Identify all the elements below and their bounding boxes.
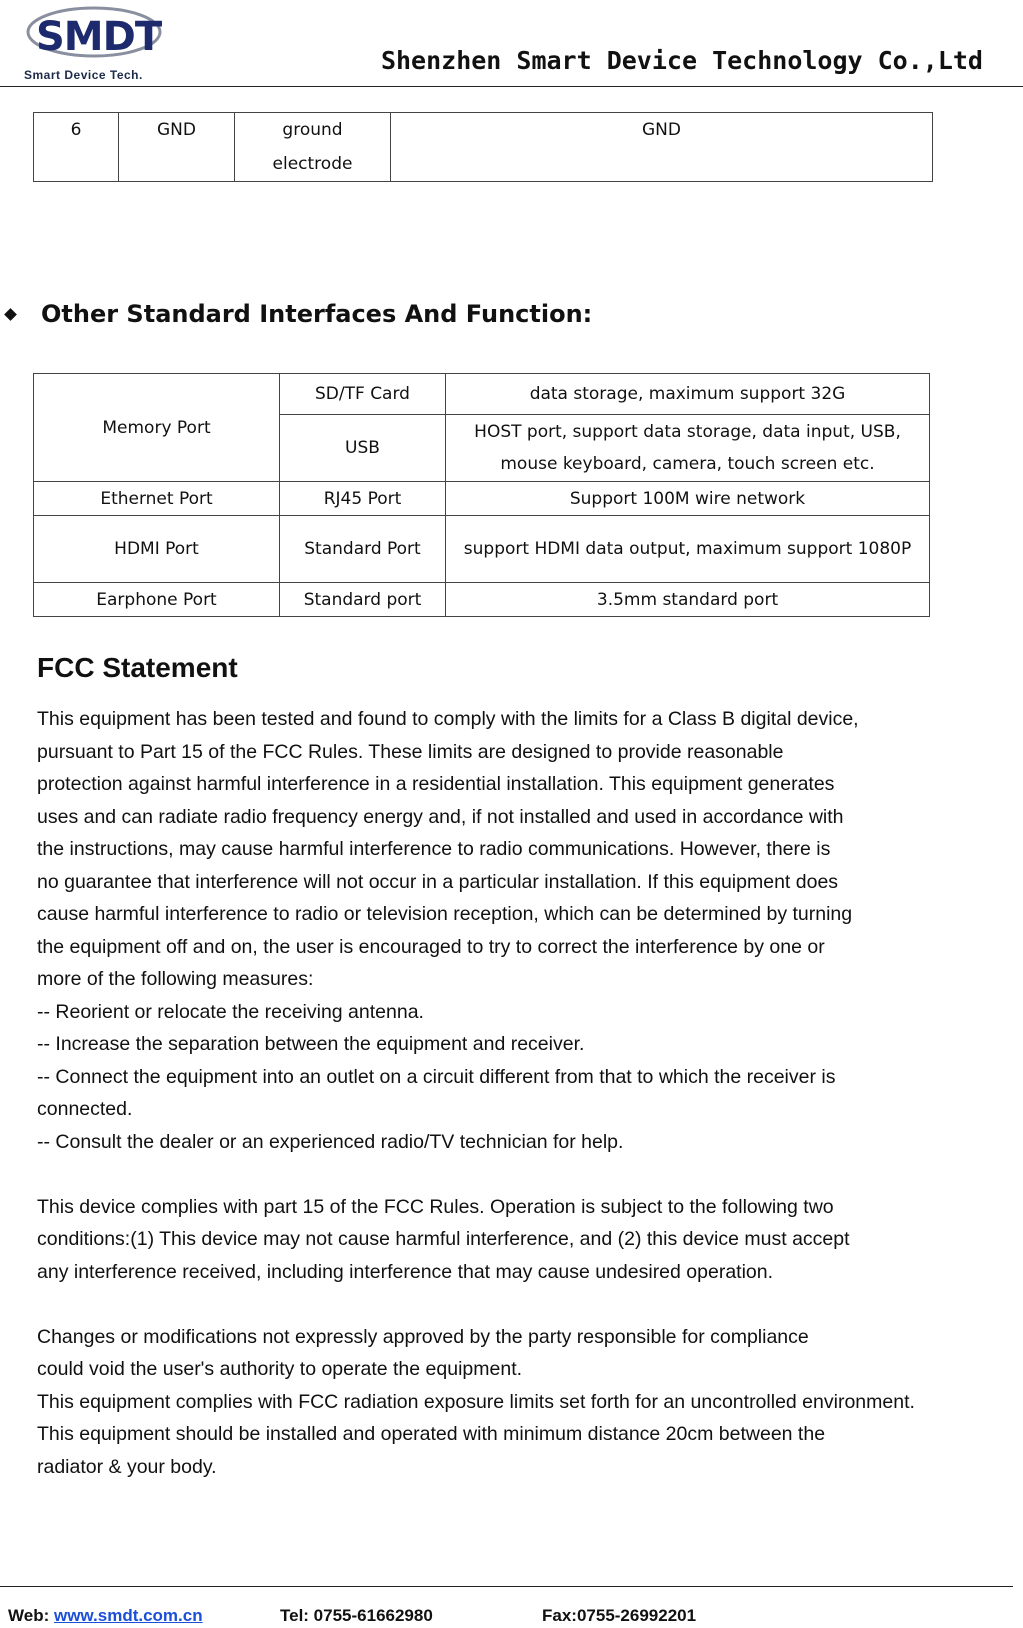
fcc-line: -- Reorient or relocate the receiving antenna. [37,1000,424,1023]
pin-description-cell: ground electrode [235,113,391,182]
earphone-port-cell: Earphone Port [34,583,280,617]
fcc-line: This equipment should be installed and operated with minimum distance 20cm between the [37,1423,826,1445]
fcc-line: no guarantee that interference will not occur in a particular installation. If this equipment does [37,870,839,893]
earphone-desc-cell: 3.5mm standard port [446,583,930,617]
footer-divider [0,1586,1013,1587]
footer-fax: Fax:0755-26992201 [542,1606,697,1625]
fcc-line: -- Increase the separation between the equipment and receiver. [37,1033,585,1055]
interfaces-table [33,373,930,617]
logo-graphic [22,2,172,68]
fcc-line: This equipment complies with FCC radiation exposure limits set forth for an uncontrolled environment. [37,1390,915,1413]
fcc-line: cause harmful interference to radio or television reception, which can be determined by turning [37,903,853,925]
logo-wordmark: SMDT [36,14,162,60]
header-divider [0,86,1023,87]
diamond-bullet-icon [4,308,17,321]
memory-port-cell: Memory Port [34,374,280,482]
fcc-line: any interference received, including interference that may cause undesired operation. [37,1260,774,1283]
hdmi-port-cell: HDMI Port [34,516,280,583]
footer-web-label: Web: [8,1606,50,1625]
fcc-body [37,703,1012,1483]
fcc-line: Changes or modifications not expressly approved by the party responsible for compliance [37,1325,809,1348]
fcc-line: the equipment off and on, the user is encouraged to try to correct the interference by one or [37,935,825,958]
fcc-line: protection against harmful interference in a residential installation. This equipment generates [37,773,835,795]
paragraph-break [37,1158,1012,1191]
table-row [34,113,933,182]
company-name: Shenzhen Smart Device Technology Co.,Ltd [380,46,983,75]
fcc-title: FCC Statement [37,652,238,683]
pin-table [33,112,933,182]
earphone-type-cell: Standard port [280,583,446,617]
fcc-line: pursuant to Part 15 of the FCC Rules. These limits are designed to provide reasonable [37,740,784,763]
company-logo [22,2,172,84]
pin-number-cell: 6 [34,113,119,182]
table-row [34,516,930,583]
fcc-line: more of the following measures: [37,968,314,990]
sd-card-cell: SD/TF Card [280,374,446,415]
fcc-line: -- Consult the dealer or an experienced radio/TV technician for help. [37,1130,624,1153]
fcc-line: connected. [37,1098,133,1120]
fcc-line: could void the user's authority to operate the equipment. [37,1358,523,1380]
hdmi-desc-cell: support HDMI data output, maximum support 1080P [446,516,930,583]
paragraph-break [37,1288,1012,1321]
usb-desc-cell: HOST port, support data storage, data input, USB, mouse keyboard, camera, touch screen etc. [446,415,930,482]
fcc-line: radiator & your body. [37,1455,217,1478]
pin-name-cell: GND [119,113,235,182]
sd-card-desc-cell: data storage, maximum support 32G [446,374,930,415]
ethernet-port-cell: Ethernet Port [34,482,280,516]
footer-web [8,1606,203,1626]
fcc-line: the instructions, may cause harmful interference to radio communications. However, there is [37,838,831,860]
rj45-cell: RJ45 Port [280,482,446,516]
usb-cell: USB [280,415,446,482]
pin-remark-cell: GND [391,113,933,182]
fcc-line: This device complies with part 15 of the FCC Rules. Operation is subject to the following two [37,1195,834,1218]
website-link[interactable]: www.smdt.com.cn [53,1606,203,1625]
fcc-line: This equipment has been tested and found to comply with the limits for a Class B digital device, [37,708,859,730]
ethernet-desc-cell: Support 100M wire network [446,482,930,516]
logo-tagline: Smart Device Tech. [24,68,143,82]
hdmi-type-cell: Standard Port [280,516,446,583]
section-title: Other Standard Interfaces And Function: [41,300,593,328]
footer-tel: Tel: 0755-61662980 [280,1606,433,1625]
table-row [34,482,930,516]
table-row [34,374,930,415]
fcc-line: conditions:(1) This device may not cause harmful interference, and (2) this device must accept [37,1228,850,1250]
fcc-line: -- Connect the equipment into an outlet on a circuit different from that to which the receiver is [37,1065,836,1088]
table-row [34,583,930,617]
fcc-line: uses and can radiate radio frequency energy and, if not installed and used in accordance with [37,805,844,828]
